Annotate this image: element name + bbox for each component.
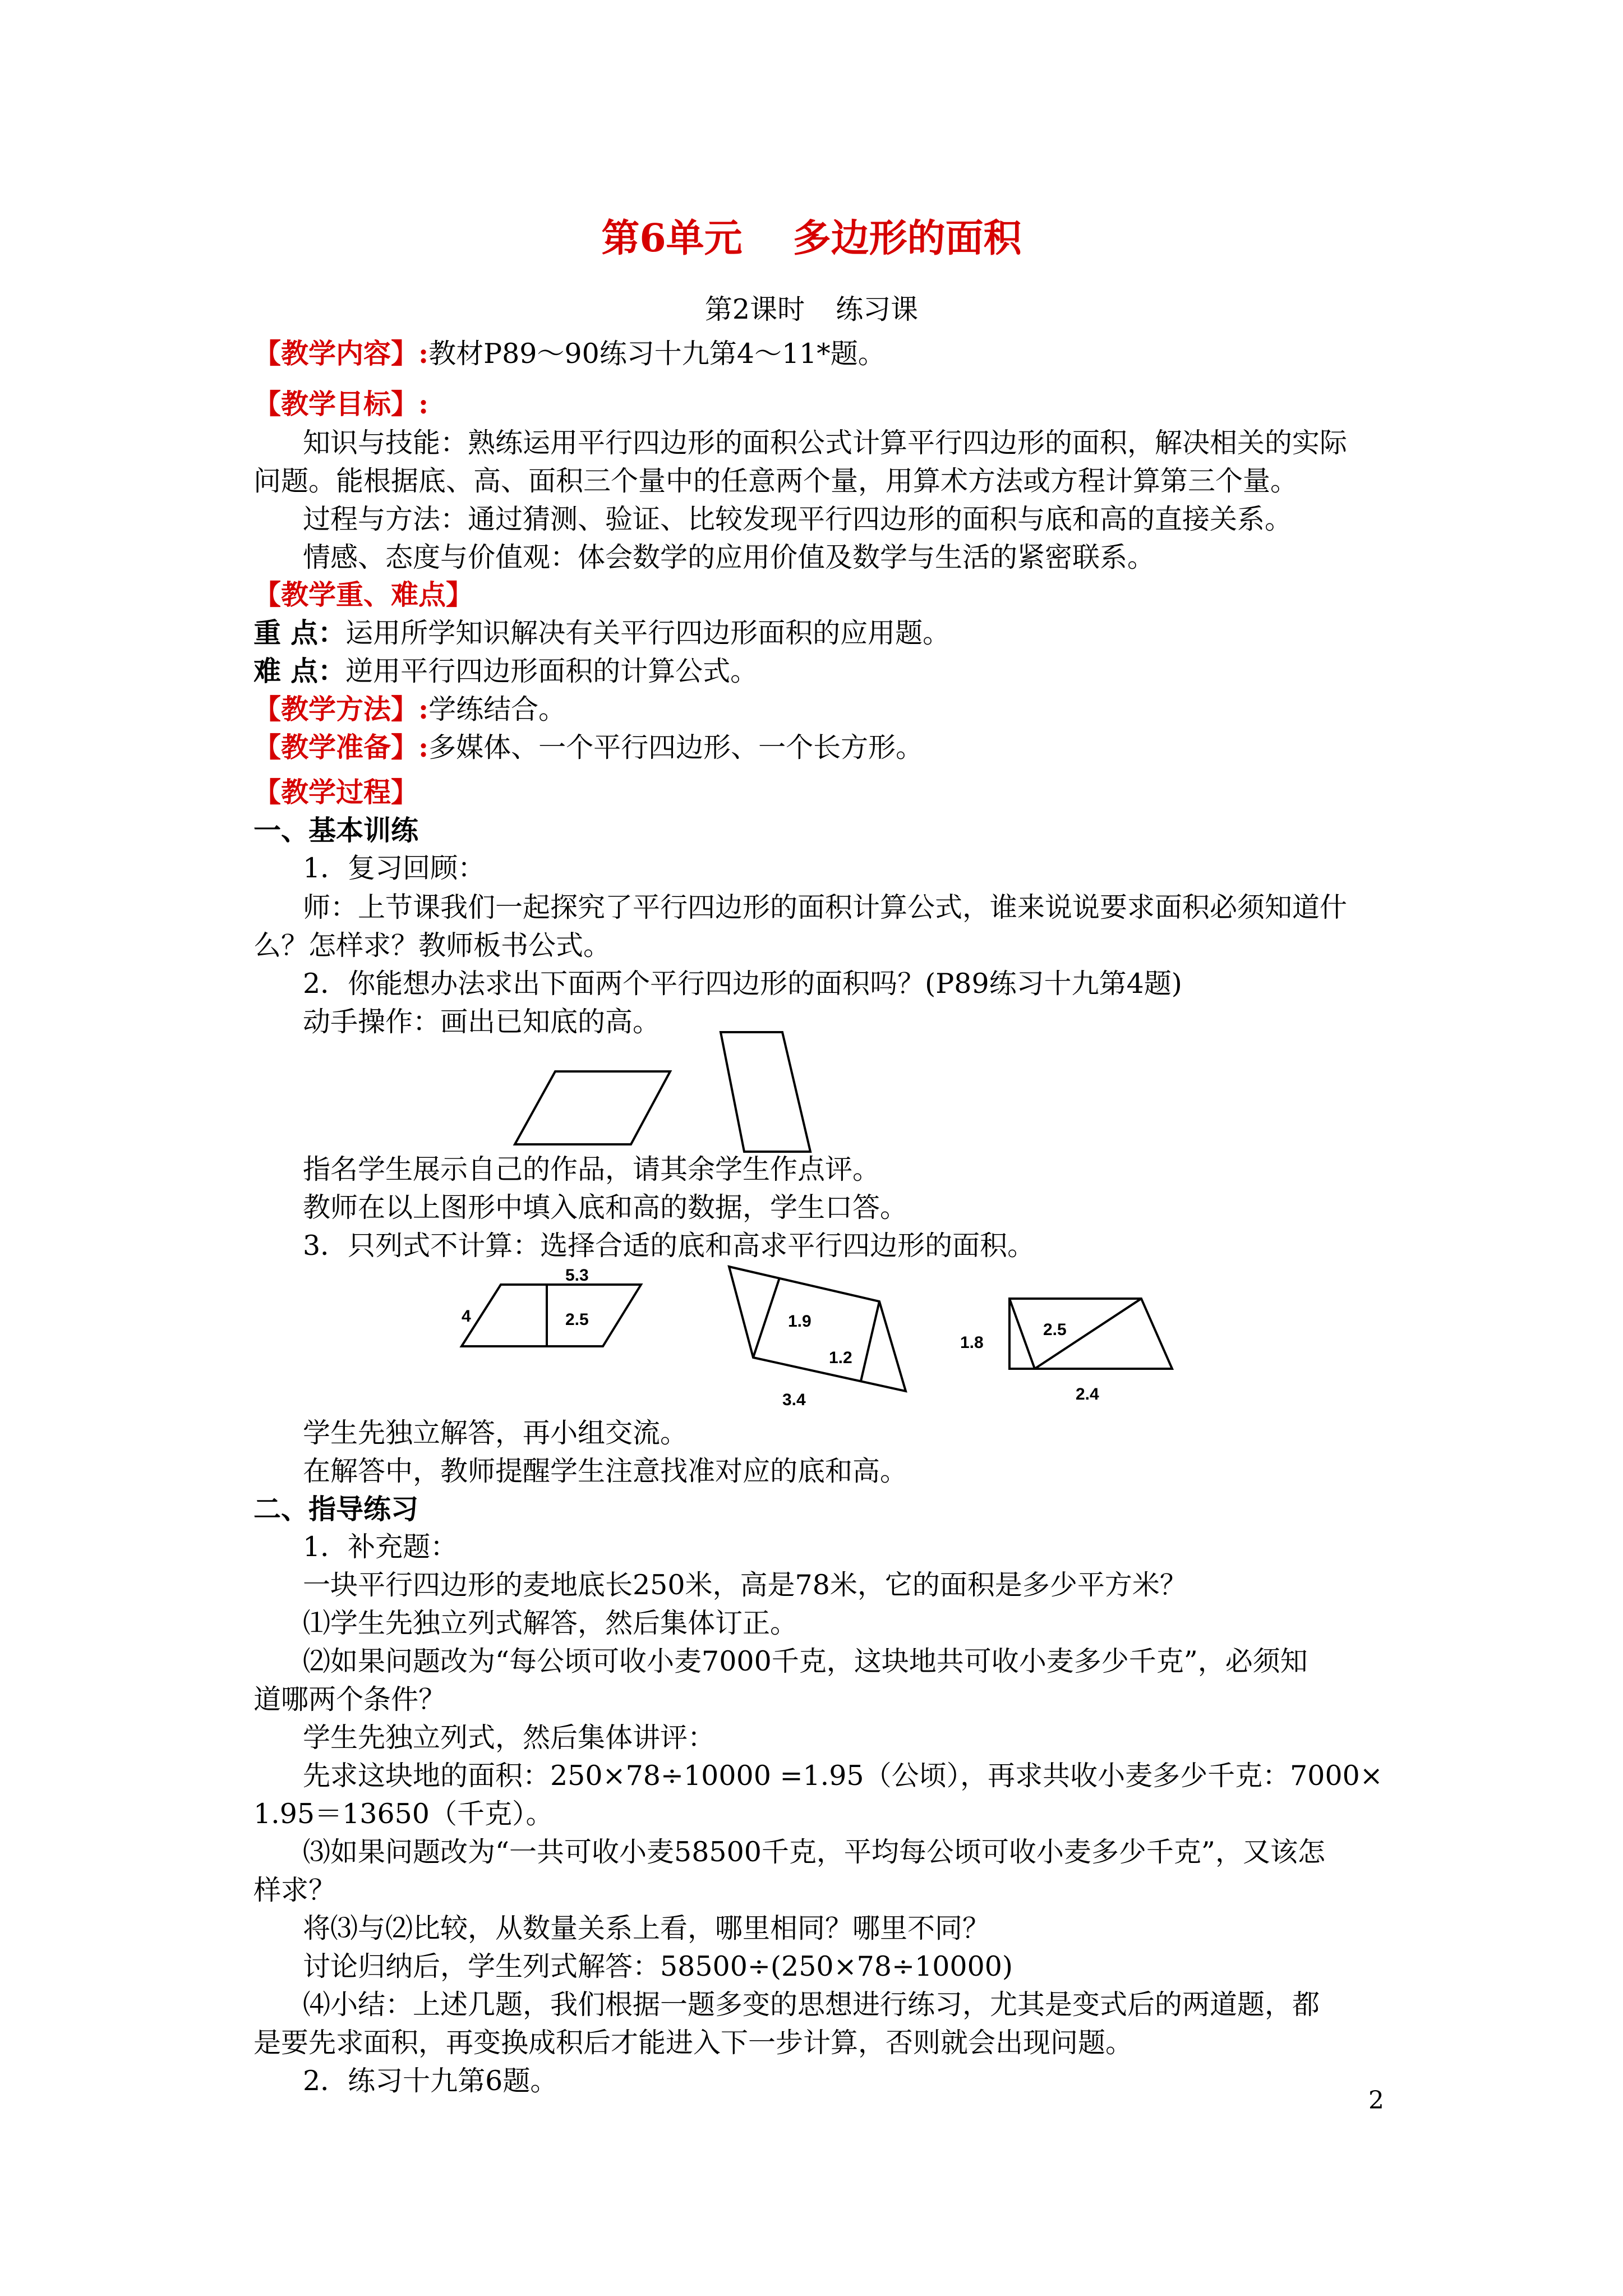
paragraph-line: 讨论归纳后，学生列式解答：58500÷(250×78÷10000) [303, 1950, 1013, 1982]
teaching-prep-text: 多媒体、一个平行四边形、一个长方形。 [428, 731, 924, 763]
topic-title: 多边形的面积 [792, 216, 1022, 261]
paragraph-line: 1．补充题： [303, 1531, 458, 1563]
paragraph-line: 是要先求面积，再变换成积后才能进入下一步计算，否则就会出现问题。 [253, 2027, 1133, 2059]
figure-b-height-label: 1.2 [829, 1349, 852, 1367]
figure-a-top-label: 5.3 [565, 1266, 589, 1285]
paragraph-line: 指名学生展示自己的作品，请其余学生作点评。 [303, 1153, 880, 1185]
paragraph-line: ⑷小结：上述几题，我们根据一题多变的思想进行练习，尤其是变式后的两道题，都 [303, 1989, 1320, 2021]
difficult-point-label: 难 点： [253, 655, 346, 687]
goal-line: 情感、态度与价值观：体会数学的应用价值及数学与生活的紧密联系。 [303, 541, 1155, 573]
paragraph-line: ⑶如果问题改为“一共可收小麦58500千克，平均每公顷可收小麦多少千克”，又该怎 [303, 1836, 1325, 1868]
paragraph-line: 先求这块地的面积：250×78÷10000 =1.95（公顷），再求共收小麦多少千克：7000× [303, 1760, 1383, 1792]
figure-b-height-label: 1.9 [788, 1312, 811, 1331]
figure-c-height-label: 2.5 [1043, 1320, 1067, 1339]
key-point-label: 重 点： [253, 616, 346, 649]
teaching-method-label: 【教学方法】: [253, 693, 429, 725]
paragraph-line: 学生先独立解答，再小组交流。 [303, 1417, 688, 1449]
figure-b [729, 1267, 906, 1391]
key-points-label: 【教学重、难点】 [253, 578, 474, 611]
key-point-text: 运用所学知识解决有关平行四边形面积的应用题。 [345, 617, 951, 649]
figure-a-height-label: 2.5 [565, 1310, 589, 1329]
page-number: 2 [1368, 2086, 1384, 2115]
figure-c-base-label: 2.4 [1076, 1385, 1099, 1404]
paragraph-line: 么？怎样求？教师板书公式。 [253, 930, 611, 961]
figure-a-side-label: 4 [462, 1307, 471, 1326]
teaching-prep-label: 【教学准备】: [253, 731, 429, 763]
paragraph-line: 1．复习回顾： [303, 852, 486, 884]
paragraph-line: 一块平行四边形的麦地底长250米，高是78米，它的面积是多少平方米？ [303, 1569, 1187, 1601]
paragraph-line: 在解答中，教师提醒学生注意找准对应的底和高。 [303, 1455, 908, 1487]
teaching-goals-label: 【教学目标】: [253, 388, 429, 420]
section-heading: 二、指导练习 [253, 1493, 419, 1525]
teaching-method-text: 学练结合。 [428, 693, 566, 725]
unit-title: 第6单元 [601, 216, 743, 261]
paragraph-line: ⑵如果问题改为“每公顷可收小麦7000千克，这块地共可收小麦多少千克”，必须知 [303, 1645, 1308, 1677]
paragraph-line: 样求？ [253, 1874, 336, 1906]
paragraph-line: 2．练习十九第6题。 [303, 2065, 558, 2097]
paragraph-line: 道哪两个条件？ [253, 1683, 446, 1715]
paragraph-line: 3．只列式不计算：选择合适的底和高求平行四边形的面积。 [303, 1230, 1035, 1262]
paragraph-line: 动手操作：画出已知底的高。 [303, 1006, 661, 1038]
lesson-number: 第2课时 [704, 293, 805, 325]
paragraph-line: 2．你能想办法求出下面两个平行四边形的面积吗？(P89练习十九第4题) [303, 968, 1182, 1000]
teaching-process-label: 【教学过程】 [253, 776, 419, 808]
paragraph-line: ⑴学生先独立列式解答，然后集体订正。 [303, 1607, 798, 1639]
teaching-content-text: 教材P89～90练习十九第4～11*题。 [428, 338, 886, 370]
goal-line: 过程与方法：通过猜测、验证、比较发现平行四边形的面积与底和高的直接关系。 [303, 503, 1293, 535]
figure-b-base-label: 3.4 [782, 1391, 806, 1409]
difficult-point-text: 逆用平行四边形面积的计算公式。 [345, 655, 758, 687]
teaching-content-label: 【教学内容】: [253, 337, 429, 370]
paragraph-line: 学生先独立列式，然后集体讲评： [303, 1722, 716, 1754]
goal-line: 知识与技能：熟练运用平行四边形的面积公式计算平行四边形的面积，解决相关的实际 [303, 427, 1348, 459]
figure-a [462, 1285, 641, 1346]
goal-line: 问题。能根据底、高、面积三个量中的任意两个量，用算术方法或方程计算第三个量。 [253, 465, 1298, 497]
section-heading: 一、基本训练 [253, 814, 419, 846]
figure-c-side-label: 1.8 [960, 1333, 984, 1352]
paragraph-line: 教师在以上图形中填入底和高的数据，学生口答。 [303, 1191, 908, 1223]
paragraph-line: 1.95＝13650（千克）。 [253, 1798, 554, 1830]
paragraph-line: 师：上节课我们一起探究了平行四边形的面积计算公式，谁来说说要求面积必须知道什 [303, 891, 1348, 923]
paragraph-line: 将⑶与⑵比较，从数量关系上看，哪里相同？哪里不同？ [303, 1912, 990, 1944]
figure-c [1009, 1299, 1172, 1369]
lesson-type: 练习课 [836, 293, 919, 325]
